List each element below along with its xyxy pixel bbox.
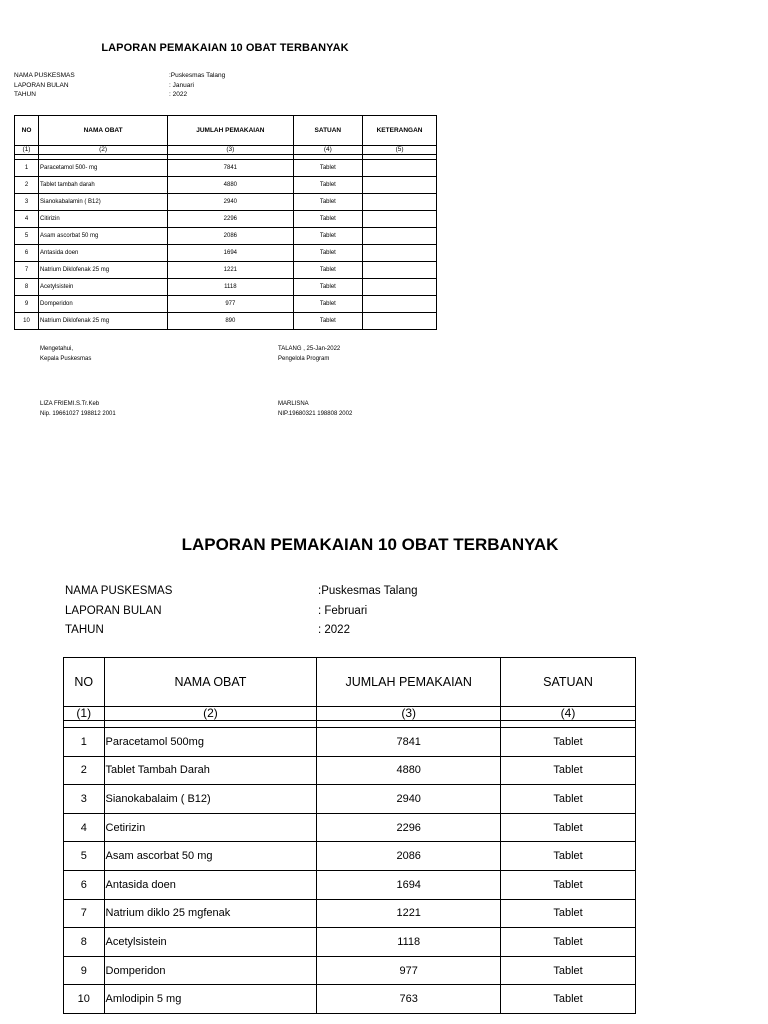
info-label: LAPORAN BULAN xyxy=(14,81,69,89)
cell-note xyxy=(363,279,437,296)
report2-title: LAPORAN PEMAKAIAN 10 OBAT TERBANYAK xyxy=(181,535,559,554)
cell-unit: Tablet xyxy=(501,842,636,871)
cell-unit: Tablet xyxy=(501,870,636,899)
table-row xyxy=(15,228,437,245)
cell-note xyxy=(363,313,437,330)
signature-block-right xyxy=(278,344,352,419)
table-row xyxy=(64,842,636,871)
cell-note xyxy=(363,262,437,279)
cell-unit: Tablet xyxy=(293,211,363,228)
cell-no: 5 xyxy=(64,842,105,871)
cell-unit: Tablet xyxy=(293,194,363,211)
cell-name: Acetylsistein xyxy=(104,928,317,957)
cell-name: Sianokabalaim ( B12) xyxy=(104,785,317,814)
cell-qty: 7841 xyxy=(317,728,501,757)
cell-unit: Tablet xyxy=(293,245,363,262)
column-header-no: NO xyxy=(64,658,105,707)
cell-qty: 7841 xyxy=(168,160,293,177)
cell-unit: Tablet xyxy=(501,899,636,928)
column-header-unit: SATUAN xyxy=(293,116,363,146)
cell-unit: Tablet xyxy=(293,228,363,245)
info-value: : Januari xyxy=(169,81,194,89)
cell-unit: Tablet xyxy=(293,313,363,330)
cell-no: 8 xyxy=(15,279,39,296)
info-value: :Puskesmas Talang xyxy=(318,585,418,597)
cell-name: Sianokabalamin ( B12) xyxy=(39,194,168,211)
cell-qty: 1118 xyxy=(317,928,501,957)
table-row xyxy=(15,177,437,194)
report1-title: LAPORAN PEMAKAIAN 10 OBAT TERBANYAK xyxy=(101,42,349,54)
table-row xyxy=(15,194,437,211)
cell-unit: Tablet xyxy=(501,785,636,814)
signature-role: Pengelola Program xyxy=(278,356,330,362)
report1-info xyxy=(14,71,225,100)
cell-note xyxy=(363,245,437,262)
table-row xyxy=(15,296,437,313)
signature-nip: Nip. 19661027 198812 2001 xyxy=(40,411,116,417)
column-header-unit: SATUAN xyxy=(501,658,636,707)
signature-role: Kepala Puskesmas xyxy=(40,356,92,362)
column-index: (4) xyxy=(293,146,363,155)
signature-nip: NIP.19680321 198808 2002 xyxy=(278,411,353,417)
cell-note xyxy=(363,177,437,194)
cell-no: 4 xyxy=(15,211,39,228)
column-header-no: NO xyxy=(15,116,39,146)
cell-qty: 2940 xyxy=(317,785,501,814)
info-label: NAMA PUSKESMAS xyxy=(14,72,75,79)
table-header-row xyxy=(15,116,437,146)
signature-name: MARLISNA xyxy=(278,401,309,407)
signature-place-date: TALANG , 25-Jan-2022 xyxy=(278,346,341,352)
cell-name: Natrium Diklofenak 25 mg xyxy=(39,262,168,279)
cell-no: 2 xyxy=(15,177,39,194)
report1-info-bulan xyxy=(14,81,225,91)
cell-qty: 1694 xyxy=(317,870,501,899)
table-row xyxy=(64,928,636,957)
cell-no: 1 xyxy=(15,160,39,177)
report1-info-tahun xyxy=(14,90,225,100)
column-header-note: KETERANGAN xyxy=(363,116,437,146)
cell-name: Natrium Diklofenak 25 mg xyxy=(39,313,168,330)
cell-name: Amlodipin 5 mg xyxy=(104,985,317,1014)
cell-no: 6 xyxy=(64,870,105,899)
cell-unit: Tablet xyxy=(501,728,636,757)
cell-note xyxy=(363,194,437,211)
column-header-name: NAMA OBAT xyxy=(104,658,317,707)
cell-name: Domperidon xyxy=(104,956,317,985)
cell-note xyxy=(363,296,437,313)
cell-no: 10 xyxy=(15,313,39,330)
signature-name: LIZA FRIEMI.S.Tr.Keb xyxy=(40,401,100,407)
cell-no: 8 xyxy=(64,928,105,957)
cell-qty: 2296 xyxy=(317,813,501,842)
cell-name: Paracetamol 500- mg xyxy=(39,160,168,177)
table-row xyxy=(15,262,437,279)
column-index-row xyxy=(64,707,636,721)
info-label: TAHUN xyxy=(65,624,104,636)
cell-qty: 763 xyxy=(317,985,501,1014)
table-row xyxy=(64,813,636,842)
table-row xyxy=(64,985,636,1014)
cell-name: Antasida doen xyxy=(39,245,168,262)
cell-note xyxy=(363,211,437,228)
cell-no: 6 xyxy=(15,245,39,262)
cell-qty: 4880 xyxy=(168,177,293,194)
cell-unit: Tablet xyxy=(293,279,363,296)
cell-no: 7 xyxy=(15,262,39,279)
info-value: : 2022 xyxy=(169,91,188,98)
table-row xyxy=(64,785,636,814)
cell-qty: 1118 xyxy=(168,279,293,296)
signature-block-left xyxy=(40,344,116,419)
cell-name: Domperidon xyxy=(39,296,168,313)
cell-unit: Tablet xyxy=(501,756,636,785)
column-index: (4) xyxy=(501,707,636,721)
column-index: (3) xyxy=(317,707,501,721)
cell-qty: 2940 xyxy=(168,194,293,211)
column-index: (3) xyxy=(168,146,293,155)
cell-unit: Tablet xyxy=(293,296,363,313)
table-row xyxy=(64,956,636,985)
cell-unit: Tablet xyxy=(293,262,363,279)
cell-qty: 4880 xyxy=(317,756,501,785)
cell-no: 9 xyxy=(64,956,105,985)
cell-name: Paracetamol 500mg xyxy=(104,728,317,757)
cell-no: 5 xyxy=(15,228,39,245)
signature-greeting: Mengetahui, xyxy=(40,346,74,352)
cell-no: 7 xyxy=(64,899,105,928)
cell-unit: Tablet xyxy=(501,813,636,842)
report2-table xyxy=(63,657,636,1014)
cell-no: 2 xyxy=(64,756,105,785)
cell-name: Citirizin xyxy=(39,211,168,228)
cell-unit: Tablet xyxy=(293,177,363,194)
cell-name: Cetirizin xyxy=(104,813,317,842)
report1-info-puskesmas xyxy=(14,71,225,81)
cell-qty: 2086 xyxy=(317,842,501,871)
column-header-qty: JUMLAH PEMAKAIAN xyxy=(168,116,293,146)
column-index: (1) xyxy=(64,707,105,721)
cell-qty: 977 xyxy=(168,296,293,313)
cell-qty: 2086 xyxy=(168,228,293,245)
cell-no: 3 xyxy=(64,785,105,814)
cell-name: Tablet Tambah Darah xyxy=(104,756,317,785)
info-value: :Puskesmas Talang xyxy=(169,72,226,79)
cell-qty: 977 xyxy=(317,956,501,985)
cell-name: Antasida doen xyxy=(104,870,317,899)
cell-name: Natrium diklo 25 mgfenak xyxy=(104,899,317,928)
column-index: (2) xyxy=(39,146,168,155)
info-value: : 2022 xyxy=(318,624,350,636)
info-value: : Februari xyxy=(318,604,368,617)
table-row xyxy=(64,899,636,928)
cell-no: 10 xyxy=(64,985,105,1014)
table-row xyxy=(15,245,437,262)
cell-name: Acetylsistein xyxy=(39,279,168,296)
info-label: NAMA PUSKESMAS xyxy=(65,585,173,597)
cell-note xyxy=(363,228,437,245)
info-label: TAHUN xyxy=(14,91,36,98)
column-header-name: NAMA OBAT xyxy=(39,116,168,146)
cell-unit: Tablet xyxy=(501,928,636,957)
table-row xyxy=(15,211,437,228)
cell-name: Asam ascorbat 50 mg xyxy=(104,842,317,871)
report2-info-bulan xyxy=(65,602,418,622)
cell-name: Asam ascorbat 50 mg xyxy=(39,228,168,245)
cell-qty: 1221 xyxy=(317,899,501,928)
table-row xyxy=(64,756,636,785)
column-index: (5) xyxy=(363,146,437,155)
column-header-qty: JUMLAH PEMAKAIAN xyxy=(317,658,501,707)
report2-info xyxy=(65,582,418,641)
table-header-row xyxy=(64,658,636,707)
cell-no: 4 xyxy=(64,813,105,842)
table-spacer-row xyxy=(64,721,636,728)
cell-qty: 1221 xyxy=(168,262,293,279)
cell-qty: 890 xyxy=(168,313,293,330)
report2-info-puskesmas xyxy=(65,582,418,602)
table-row xyxy=(15,160,437,177)
cell-name: Tablet tambah darah xyxy=(39,177,168,194)
column-index: (1) xyxy=(15,146,39,155)
table-row xyxy=(15,313,437,330)
report1-table xyxy=(14,115,437,330)
info-label: LAPORAN BULAN xyxy=(65,604,162,617)
column-index: (2) xyxy=(104,707,317,721)
cell-unit: Tablet xyxy=(293,160,363,177)
cell-no: 1 xyxy=(64,728,105,757)
cell-note xyxy=(363,160,437,177)
cell-unit: Tablet xyxy=(501,985,636,1014)
table-row xyxy=(15,279,437,296)
cell-qty: 2296 xyxy=(168,211,293,228)
table-row xyxy=(64,870,636,899)
cell-qty: 1694 xyxy=(168,245,293,262)
cell-no: 9 xyxy=(15,296,39,313)
report2-info-tahun xyxy=(65,621,418,641)
table-row xyxy=(64,728,636,757)
cell-no: 3 xyxy=(15,194,39,211)
cell-unit: Tablet xyxy=(501,956,636,985)
column-index-row xyxy=(15,146,437,155)
